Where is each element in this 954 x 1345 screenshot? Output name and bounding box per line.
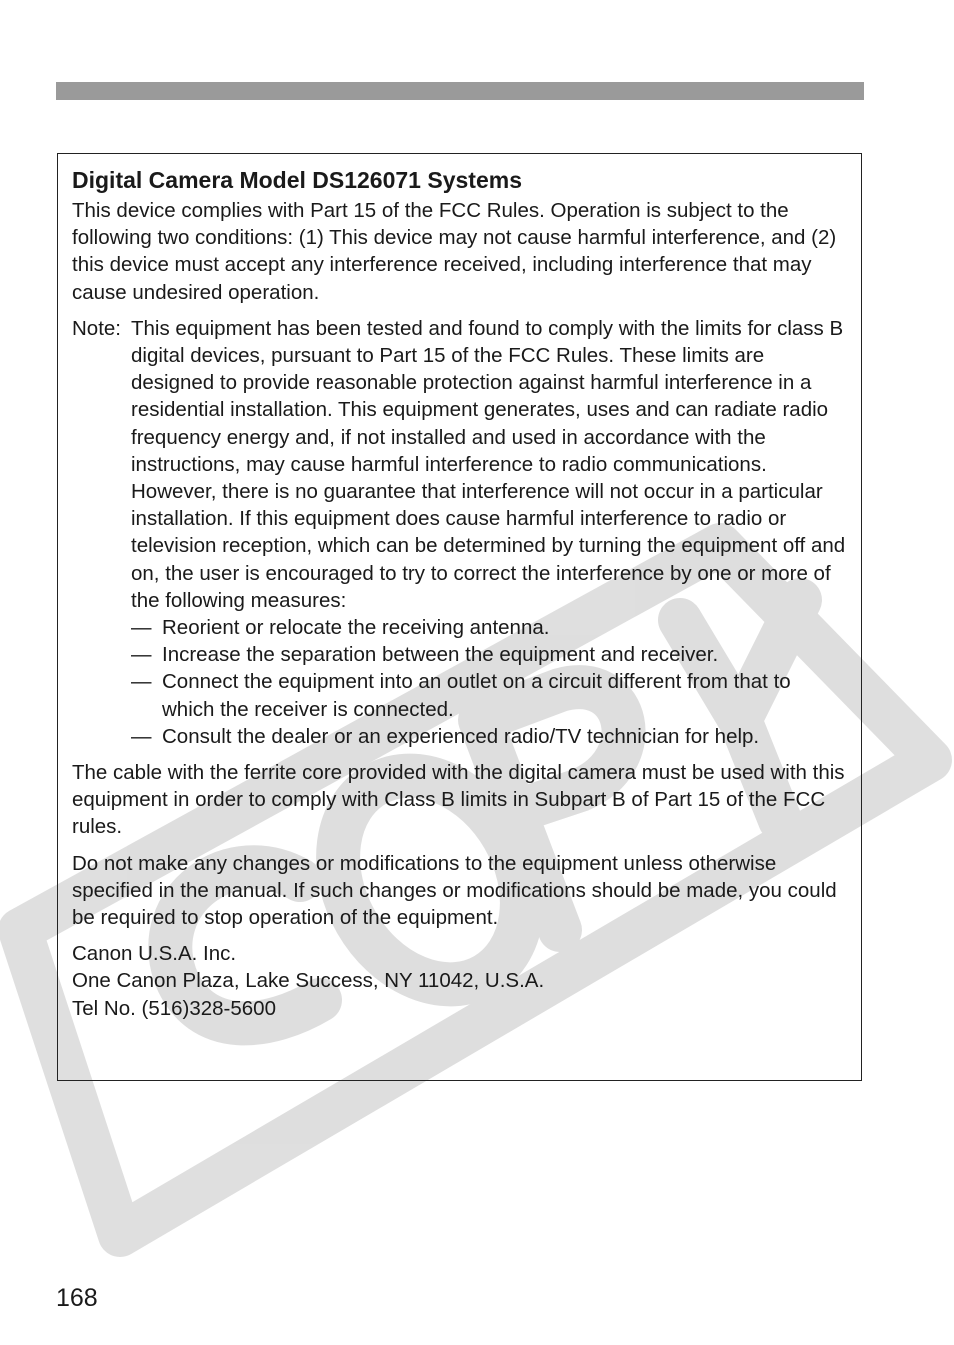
cable-paragraph: The cable with the ferrite core provided with the digital camera must be used with this equipment in order to comply with Class B limits in Subpart B of Part 15 of the FCC rules. [72,761,845,839]
street-address: One Canon Plaza, Lake Success, NY 11042, U.S.A. [72,969,545,993]
dash-bullet: — [131,616,152,640]
measure-text: Consult the dealer or an experienced radio/TV technician for help. [162,724,760,748]
dash-bullet: — [131,724,152,748]
list-item [131,614,847,641]
notice-heading: Digital Camera Model DS126071 Systems [72,167,522,193]
modification-paragraph: Do not make any changes or modifications to the equipment unless otherwise specified in the manual. If such changes or modifications should be made, you could be required to stop operation of the equipment. [72,851,837,930]
compliance-paragraph: This device complies with Part 15 of the FCC Rules. Operation is subject to the following two conditions: (1) This device may not cause harmful interference, and (2) this device must accept any interference received, including interference that may cause undesired operation. [72,199,837,304]
header-bar [56,82,864,100]
dash-bullet: — [131,643,152,667]
list-item [131,723,847,750]
measures-list [131,614,847,750]
note-section [72,315,847,750]
list-item [131,641,847,668]
page-number: 168 [56,1284,98,1312]
note-text: This equipment has been tested and found to comply with the limits for class B digital devices, pursuant to Part 15 of the FCC Rules. These limits are designed to provide reasonable protection against harmful interference in a residential installation. This equipment generates, uses and can radiate radio frequency energy and, if not installed and used in accordance with the instructions, may cause harmful interference to radio communications. However, there is no guarantee that interference will not occur in a particular installation. If this equipment does cause harmful interference to radio or television reception, which can be determined by turning the equipment off and on, the user is encouraged to try to correct the interference by one or more of the following measures: [131,316,846,612]
phone-number: Tel No. (516)328-5600 [72,996,276,1020]
address-block [72,940,847,1022]
measure-text: Connect the equipment into an outlet on a circuit different from that to which the receiver is connected. [162,670,791,721]
measure-text: Reorient or relocate the receiving antenna. [162,616,550,640]
note-label: Note: [72,316,121,340]
dash-bullet: — [131,670,152,694]
fcc-notice-box [57,153,862,1081]
list-item [131,668,847,722]
note-body [131,315,847,750]
measure-text: Increase the separation between the equipment and receiver. [162,643,719,667]
company-name: Canon U.S.A. Inc. [72,942,237,966]
